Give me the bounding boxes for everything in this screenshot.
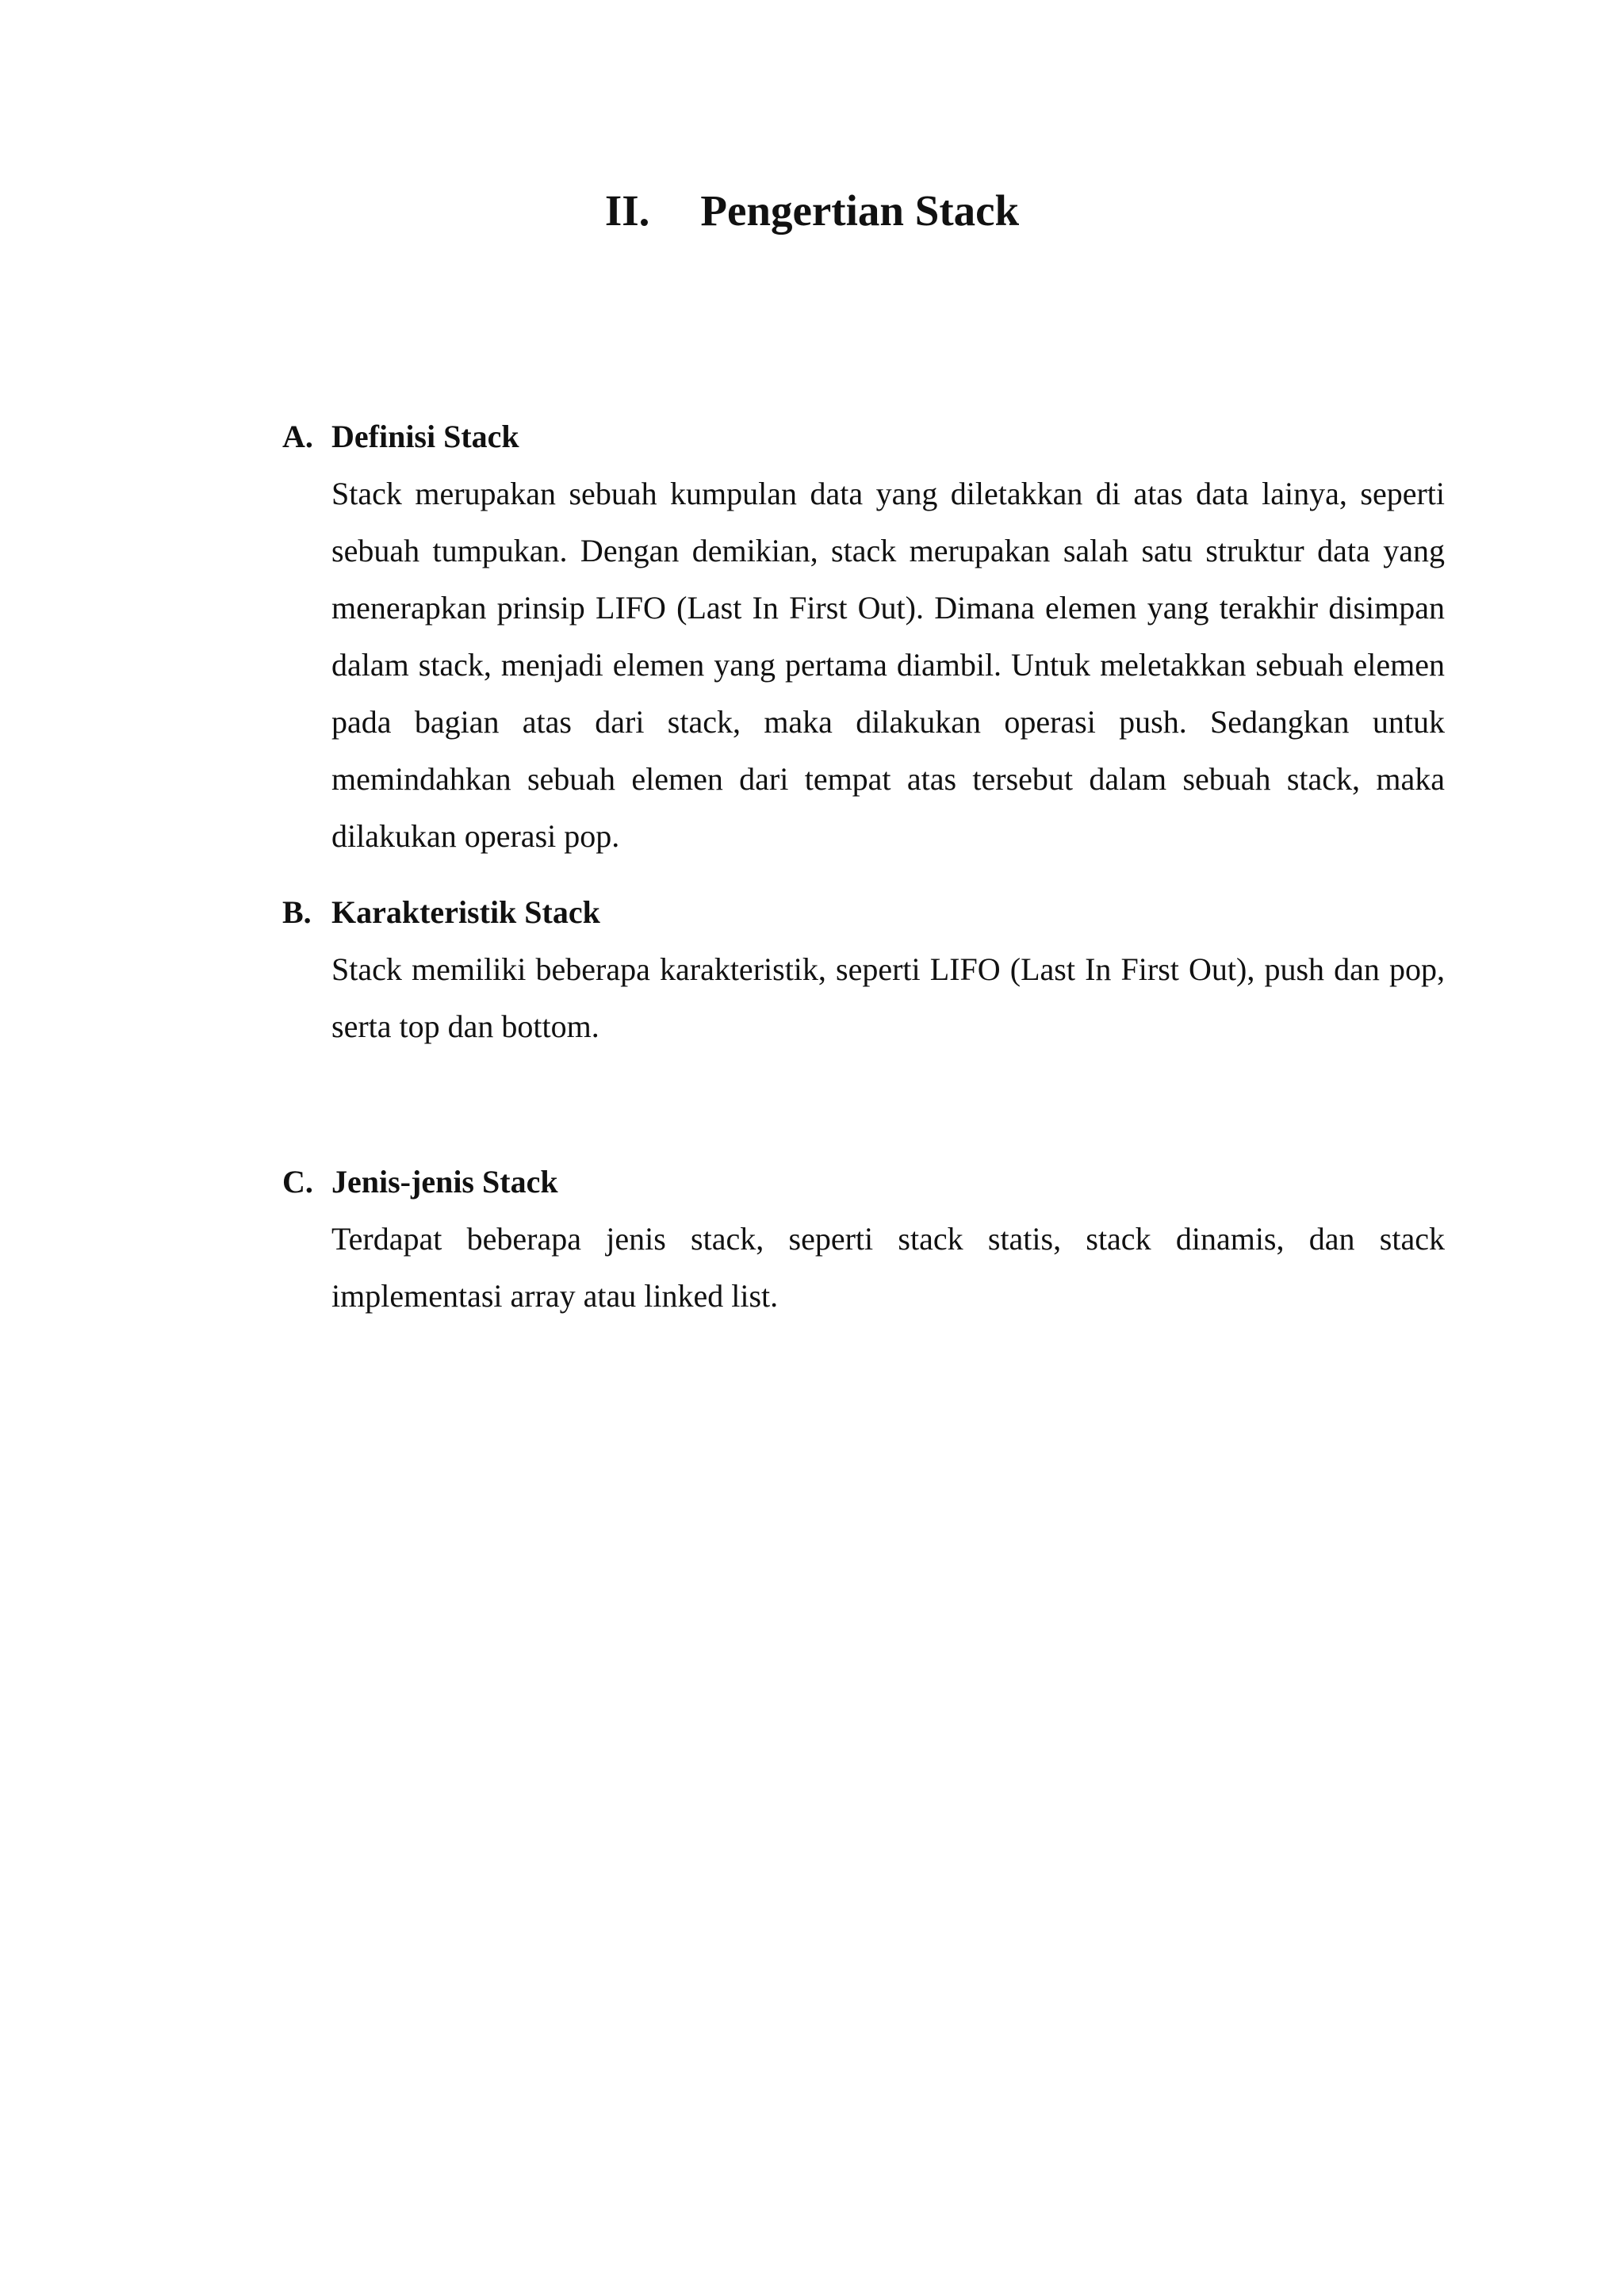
section-letter: A. — [282, 419, 313, 454]
section-jenis-jenis-stack — [282, 1154, 1445, 1325]
section-heading-text: Jenis-jenis Stack — [331, 1164, 558, 1200]
chapter-number: II. — [604, 186, 650, 235]
section-paragraph: Stack memiliki beberapa karakteristik, seperti LIFO (Last In First Out), push dan pop, serta top dan bottom. — [331, 951, 1445, 1044]
section-letter: C. — [282, 1164, 313, 1200]
section-letter: B. — [282, 894, 312, 930]
section-karakteristik-stack — [282, 884, 1445, 1055]
section-heading-text: Definisi Stack — [331, 419, 519, 454]
section-heading-text: Karakteristik Stack — [331, 894, 600, 930]
section-heading — [282, 884, 1445, 941]
section-heading — [282, 408, 1445, 465]
section-paragraph: Terdapat beberapa jenis stack, seperti stack statis, stack dinamis, dan stack implementasi array atau linked list. — [331, 1221, 1445, 1314]
section-paragraph: Stack merupakan sebuah kumpulan data yang diletakkan di atas data lainya, seperti sebuah tumpukan. Dengan demikian, stack merupakan salah satu struktur data yang menerapkan prinsip LIFO (Last In First Out). Dimana elemen yang terakhir disimpan dalam stack, menjadi elemen yang pertama diambil. Untuk meletakkan sebuah elemen pada bagian atas dari stack, maka dilakukan operasi push. Sedangkan untuk memindahkan sebuah elemen dari tempat atas tersebut dalam sebuah stack, maka dilakukan operasi pop. — [331, 476, 1445, 854]
chapter-title-text: Pengertian Stack — [700, 186, 1020, 235]
chapter-title — [0, 179, 1624, 243]
section-heading — [282, 1154, 1445, 1211]
section-definisi-stack — [282, 408, 1445, 865]
